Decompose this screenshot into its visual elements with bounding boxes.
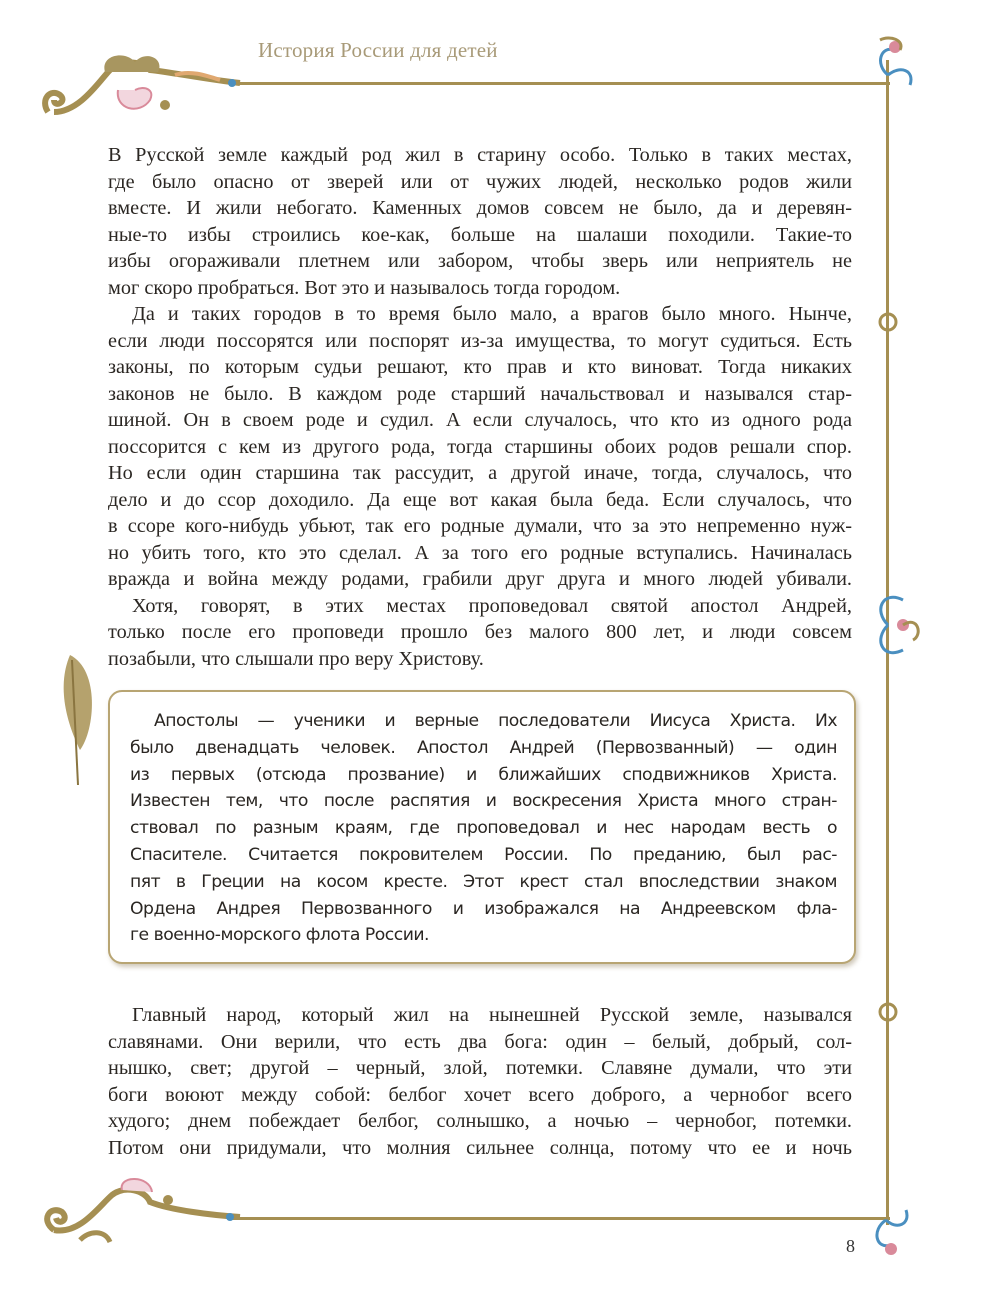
text-line: Но если один старшина так рассудит, а другой иначе, тогда, случалось, что [108,462,852,484]
flourish-right-middle-icon [868,580,928,670]
text-line: если люди поссорятся или поспорят из-за имущества, то могут судиться. Есть [108,329,852,352]
flourish-top-right-icon [870,35,930,95]
text-line: где было опасно от зверей или от чужих людей, несколько родов жили [108,170,852,193]
text-line: законы, по которым судьи решают, кто прав и кто виноват. Тогда никаких [108,356,852,378]
ring-ornament-icon [876,310,900,334]
note-line: ствовал по разным краям, где проповедовал и нес народам весть о [130,818,837,839]
running-title: История России для детей [258,38,498,62]
text-line: Главный народ, который жил на нынешней Русской земле, назывался [132,1004,852,1026]
text-line: шиной. Он в своем роде и судил. А если случалось, что кто из одного рода [108,409,852,431]
text-line: В Русской земле каждый род жил в старину особо. Только в таких местах, [108,144,852,166]
note-line: из первых (отсюда прозвание) и ближайших сподвижников Христа. [130,764,837,785]
text-line: дело и до ссор доходило. Да еще вот какая была беда. Если случалось, что [108,488,852,511]
text-line: Да и таких городов в то время было мало, а врагов было много. Нынче, [132,303,852,325]
flourish-top-left-icon [40,50,240,120]
text-line: в ссоре кого-нибудь убьют, так его родные думали, что за это непременно нуж- [108,515,852,537]
note-line: Апостолы — ученики и верные последователи Иисуса Христа. Их [154,711,837,731]
note-line: Известен тем, что после распятия и воскресения Христа много стран- [130,791,837,812]
text-line: позабыли, что слышали про веру Христову. [108,647,484,670]
text-line: нышко, свет; другой – черный, злой, потемки. Славяне думали, что эти [108,1057,852,1079]
text-line: законов не было. В каждом роде старший начальствовал и назывался стар- [108,382,852,405]
text-line: вместе. И жили небогато. Каменных домов совсем не было, да и деревян- [108,197,852,219]
paragraph [108,142,852,672]
text-line: но убить того, кто это сделал. А за того его родные вступались. Начиналась [108,541,852,564]
closing-paragraph [108,1002,852,1161]
note-line: ге военно-морского флота России. [130,925,430,946]
flourish-bottom-left-icon [40,1180,240,1250]
text-line: ные-то избы строились кое-как, больше на шалаши походили. Такие-то [108,223,852,246]
text-line: славянами. Они верили, что есть два бога: один – белый, добрый, сол- [108,1030,852,1053]
text-line: Потом они придумали, что молния сильнее солнца, потому что ее и ночь [108,1136,852,1159]
text-line: только после его проповеди прошло без малого 800 лет, и люди совсем [108,621,852,643]
border-bottom-rule [230,1217,890,1220]
text-line: мог скоро пробраться. Вот это и называлось тогда городом. [108,276,621,299]
page-number: 8 [846,1236,855,1256]
text-line: худого; днем побеждает белбог, солнышко, а ночью – чернобог, потемки. [108,1110,852,1132]
ring-ornament-icon [876,1000,900,1024]
flourish-bottom-right-icon [866,1205,926,1265]
info-note-box [108,690,856,964]
text-line: поссорится с кем из другого рода, тогда старшины обоих родов решали спор. [108,435,852,458]
text-line: избы огораживали плетнем или забором, чтобы зверь или неприятель не [108,250,852,272]
border-top-rule [230,82,890,85]
note-line: пят в Греции на косом кресте. Этот крест стал впоследствии знаком [130,871,837,892]
text-line: вражда и война между родами, грабили друг друга и много людей убивали. [108,568,852,590]
text-line: Хотя, говорят, в этих местах проповедовал святой апостол Андрей, [132,594,852,617]
note-line: Спасителе. Считается покровителем России. По преданию, был рас- [130,844,837,865]
note-line: Ордена Андрея Первозванного и изображался на Андреевском фла- [130,898,837,919]
note-text [130,708,837,949]
note-line: было двенадцать человек. Апостол Андрей (Первозванный) — один [130,737,837,758]
text-line: боги воюют между собой: белбог хочет всего доброго, а чернобог всего [108,1083,852,1106]
